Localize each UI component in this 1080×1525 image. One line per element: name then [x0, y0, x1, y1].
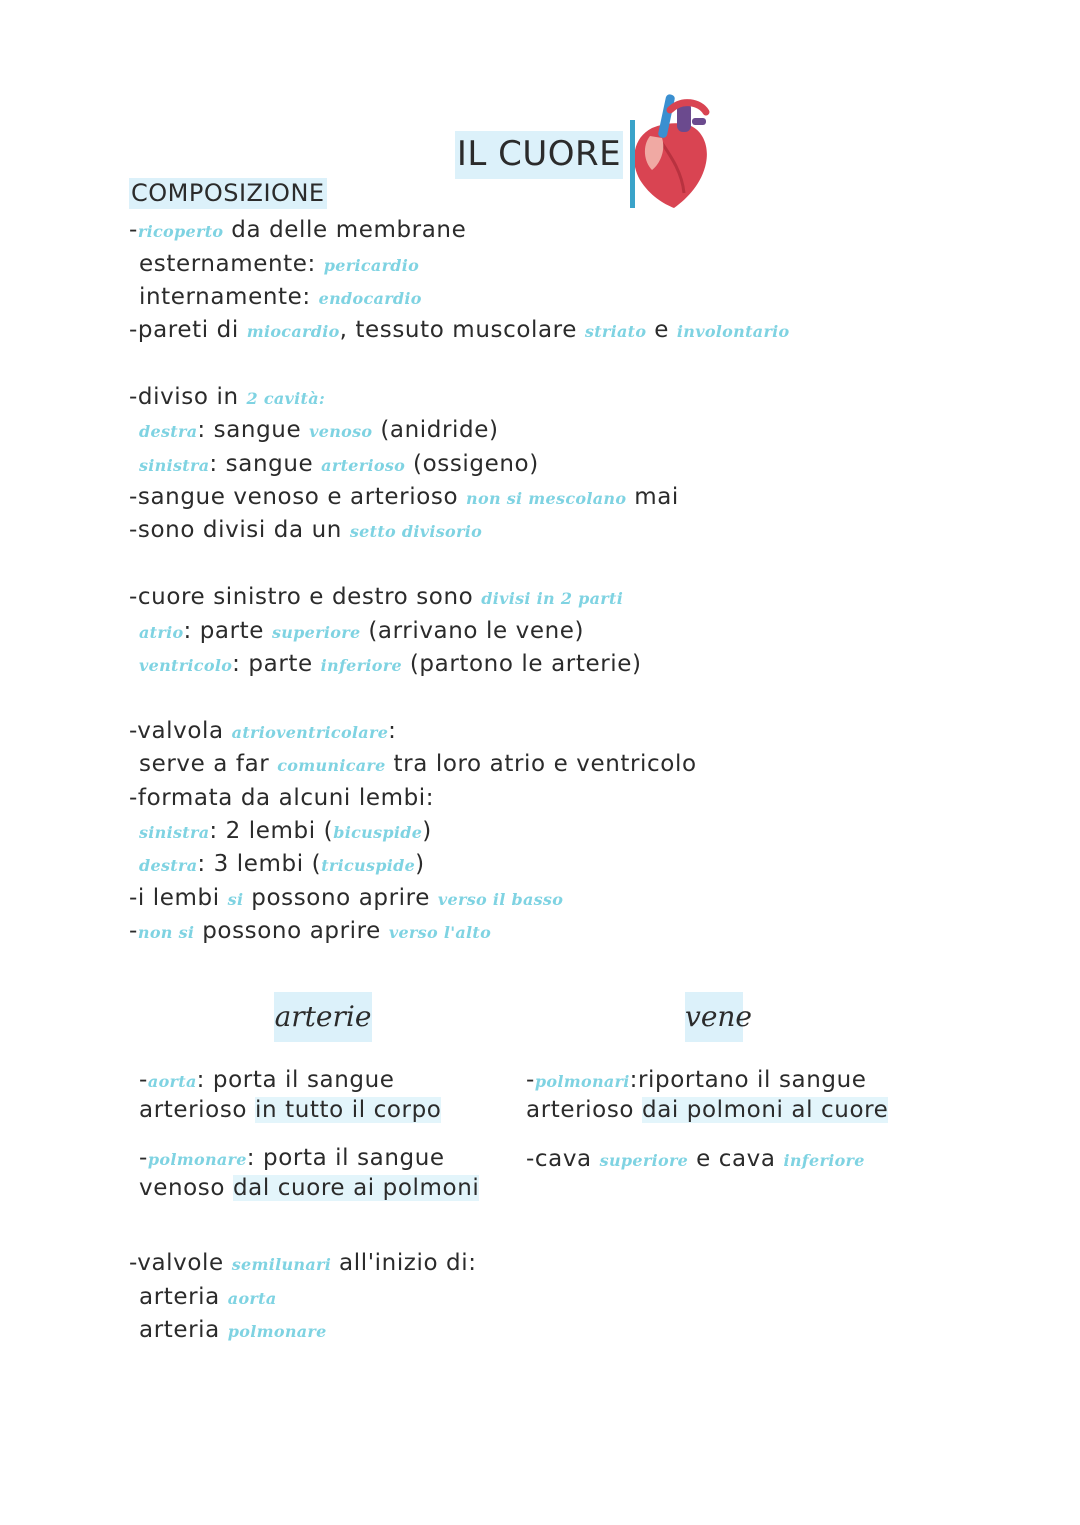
line-diviso: -diviso in 2 cavità: [129, 384, 326, 410]
line-arteria-polmonare: arteria polmonare [139, 1317, 327, 1343]
section-title: COMPOSIZIONE [131, 179, 325, 207]
line-pareti: -pareti di miocardio, tessuto muscolare striato e involontario [129, 317, 790, 343]
vene-header: vene [685, 992, 743, 1042]
line-comunicare: serve a far comunicare tra loro atrio e ventricolo [139, 751, 697, 777]
heart-icon [622, 88, 714, 210]
line-internamente: internamente: endocardio [139, 284, 422, 310]
line-tricuspide: destra: 3 lembi (tricuspide) [139, 851, 425, 877]
line-bicuspide: sinistra: 2 lembi (bicuspide) [139, 818, 432, 844]
page-title: IL CUORE [455, 131, 623, 179]
vene-cava: -cava superiore e cava inferiore [526, 1146, 865, 1172]
line-cuore-parti: -cuore sinistro e destro sono divisi in 2 parti [129, 584, 624, 610]
line-ventricolo: ventricolo: parte inferiore (partono le arterie) [139, 651, 642, 677]
line-esternamente: esternamente: pericardio [139, 251, 420, 277]
line-valvola: -valvola atrioventricolare: [129, 718, 397, 744]
line-setto: -sono divisi da un setto divisorio [129, 517, 483, 543]
line-atrio: atrio: parte superiore (arrivano le vene) [139, 618, 585, 644]
arterie-polmonare: -polmonare: porta il sangue venoso dal cuore ai polmoni [139, 1145, 480, 1201]
arterie-aorta: -aorta: porta il sangue arterioso in tutto il corpo [139, 1067, 442, 1123]
line-arteria-aorta: arteria aorta [139, 1284, 277, 1310]
line-non-mescolano: -sangue venoso e arterioso non si mescolano mai [129, 484, 679, 510]
line-lembi: -formata da alcuni lembi: [129, 785, 435, 811]
line-aprire-basso: -i lembi si possono aprire verso il basso [129, 885, 564, 911]
line-aprire-alto: -non si possono aprire verso l'alto [129, 918, 492, 944]
line-ricoperto: -ricoperto da delle membrane [129, 217, 467, 243]
line-valvole-semilunari: -valvole semilunari all'inizio di: [129, 1250, 477, 1276]
line-sinistra: sinistra: sangue arterioso (ossigeno) [139, 451, 539, 477]
line-destra: destra: sangue venoso (anidride) [139, 417, 499, 443]
arterie-header: arterie [274, 992, 372, 1042]
vene-polmonari: -polmonari:riportano il sangue arterioso dai polmoni al cuore [526, 1067, 889, 1123]
